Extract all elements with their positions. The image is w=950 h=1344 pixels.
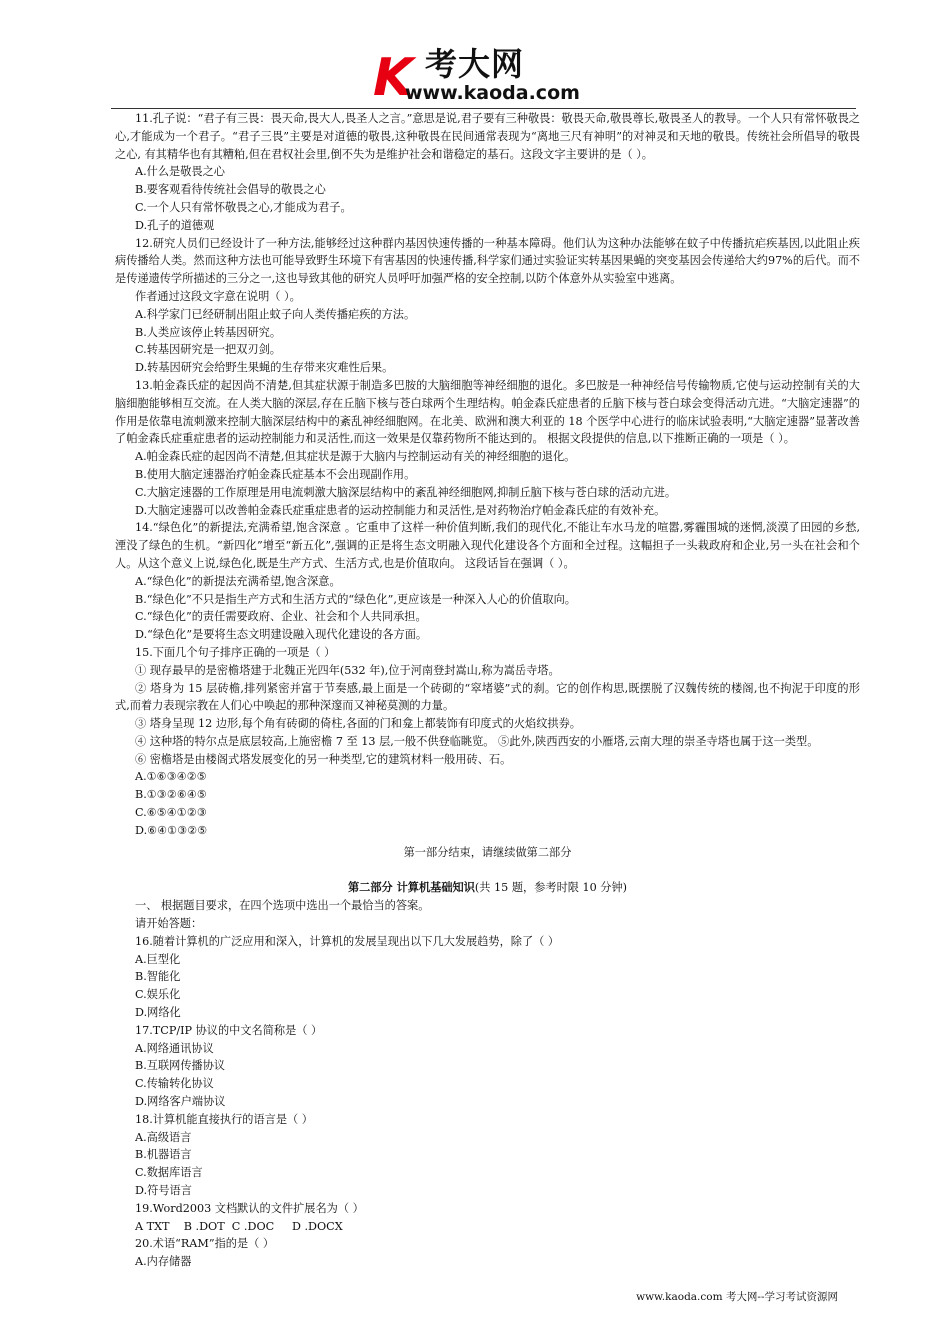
question-12-stem: 12.研究人员们已经设计了一种方法,能够经过这种群内基因快速传播的一种基本障碍。他们认为这种办法能够在蚊子中传播抗疟疾基因,以此阻止疾病传播给人类。然而这种方法也可能导致野生环境下有害基因的快速传播,科学家们通过实验证实转基因果蝇的突变基因会传递给大约97%的后代。而不是传递遗传学所描述的三分之一,这也导致其他的研究人员呼吁加强严格的安全控制,以防个体意外从实验室中逃离。 bbox=[115, 236, 860, 286]
option: C.⑥⑤④①②③ bbox=[135, 806, 207, 820]
page-footer: www.kaoda.com 考大网--学习考试资源网 bbox=[636, 1291, 838, 1303]
option: D.网络客户端协议 bbox=[135, 1095, 226, 1109]
part2-instruction: 一、 根据题目要求，在四个选项中选出一个最恰当的答案。 bbox=[135, 899, 430, 913]
part2-title-bold: 第二部分 计算机基础知识 bbox=[347, 880, 475, 895]
logo-chinese-name: 考大网 bbox=[425, 45, 525, 83]
sentence: ① 现存最早的是密檐塔建于北魏正光四年(532 年),位于河南登封嵩山,称为嵩岳寺塔。 bbox=[135, 663, 560, 677]
option: C.一个人只有常怀敬畏之心,才能成为君子。 bbox=[135, 200, 352, 214]
question-13-stem: 13.帕金森氏症的起因尚不清楚,但其症状源于制造多巴胺的大脑细胞等神经细胞的退化。多巴胺是一种神经信号传输物质,它使与运动控制有关的大脑细胞能够相互交流。在人类大脑的深层,存在丘脑下核与苍白球两个生理结构。帕金森氏症患者的丘脑下核与苍白球会变得活动亢进。“大脑定速器”的作用是依靠电流刺激来控制大脑深层结构中的紊乱神经细胞网。在北美、欧洲和澳大利亚的 18 个医学中心进行的临床试验表明,“大脑定速器”显著改善了帕金森氏症重症患者的运动控制能力和灵活性,而这一效果是仅靠药物所不能达到的。 根据文段提供的信息,以下推断正确的一项是（ ）。 bbox=[115, 378, 860, 446]
document-body bbox=[115, 110, 860, 1271]
option: D.符号语言 bbox=[135, 1184, 192, 1198]
part1-end-note: 第一部分结束，请继续做第二部分 bbox=[403, 845, 572, 859]
question-12-prompt: 作者通过这段文字意在说明（ ）。 bbox=[135, 289, 301, 303]
question-18-stem: 18.计算机能直接执行的语言是（ ） bbox=[135, 1112, 313, 1126]
option: B.①③②⑥④⑤ bbox=[135, 788, 207, 802]
spacer bbox=[115, 861, 860, 879]
part2-title bbox=[115, 879, 860, 897]
sentence: ⑥ 密檐塔是由楼阁式塔发展变化的另一种类型,它的建筑材料一般用砖、石。 bbox=[135, 752, 512, 766]
option: C.传输转化协议 bbox=[135, 1077, 214, 1091]
logo-k-mark: K bbox=[373, 48, 414, 108]
question-19-options: A TXT B .DOT C .DOC D .DOCX bbox=[135, 1219, 343, 1233]
sentence: ④ 这种塔的特尔点是底层较高,上施密檐 7 至 13 层,一般不供登临眺览。 ⑤此外,陕西西安的小雁塔,云南大理的崇圣寺塔也属于这一类型。 bbox=[135, 734, 819, 748]
option: A.网络通讯协议 bbox=[135, 1041, 214, 1055]
option: B.要客观看待传统社会倡导的敬畏之心 bbox=[135, 183, 326, 197]
sentence: ② 塔身为 15 层砖檐,排列紧密并富于节奏感,最上面是一个砖砌的“窣堵婆”式的刹。它的创作构思,既摆脱了汉魏传统的楼阁,也不拘泥于印度的形式,而着力表现宗教在人们心中唤起的那种深邃而又神秘莫测的力量。 bbox=[115, 681, 860, 713]
option: B.机器语言 bbox=[135, 1148, 192, 1162]
question-14-stem: 14.“绿色化”的新提法,充满希望,饱含深意 。它重申了这样一种价值判断,我们的现代化,不能让车水马龙的喧嚣,雾霾围城的迷惘,淡漠了田园的乡愁,湮没了绿色的生机。“新四化”增至“新五化”,强调的正是将生态文明融入现代化建设各个方面和全过程。这幅担子一头栽政府和企业,另一头在社会和个人。从这个意义上说,绿色化,既是生产方式、生活方式,也是价值取向。 这段话旨在强调（ ）。 bbox=[115, 521, 860, 570]
option: D.转基因研究会给野生果蝇的生存带来灾难性后果。 bbox=[135, 361, 394, 375]
option: C.转基因研究是一把双刃剑。 bbox=[135, 343, 281, 357]
option: C.数据库语言 bbox=[135, 1166, 203, 1180]
option: A.高级语言 bbox=[135, 1130, 192, 1144]
option: A.科学家门已经研制出阻止蚊子向人类传播疟疾的方法。 bbox=[135, 307, 416, 321]
header-rule bbox=[111, 108, 856, 109]
option: D.孔子的道德观 bbox=[135, 218, 215, 232]
kaoda-logo bbox=[373, 46, 603, 106]
logo-url: www.kaoda.com bbox=[405, 82, 580, 104]
question-16-stem: 16.随着计算机的广泛应用和深入，计算机的发展呈现出以下几大发展趋势，除了（ ） bbox=[135, 934, 560, 948]
question-20-stem: 20.术语“RAM”指的是（ ） bbox=[135, 1237, 275, 1251]
option: A.①⑥③④②⑤ bbox=[135, 770, 207, 784]
question-19-stem: 19.Word2003 文档默认的文件扩展名为（ ） bbox=[135, 1201, 364, 1215]
option: D.网络化 bbox=[135, 1006, 181, 1020]
option: B.使用大脑定速器治疗帕金森氏症基本不会出现副作用。 bbox=[135, 467, 416, 481]
option: A.什么是敬畏之心 bbox=[135, 165, 225, 179]
question-15-stem: 15.下面几个句子排序正确的一项是（ ） bbox=[135, 645, 336, 659]
part2-start: 请开始答题： bbox=[135, 917, 203, 931]
option: C.娱乐化 bbox=[135, 988, 181, 1002]
question-17-stem: 17.TCP/IP 协议的中文名简称是（ ） bbox=[135, 1023, 323, 1037]
option: A.“绿色化”的新提法充满希望,饱含深意。 bbox=[135, 574, 341, 588]
question-11-stem: 11.孔子说：“君子有三畏：畏天命,畏大人,畏圣人之言。”意思是说,君子要有三种敬畏：敬畏天命,敬畏尊长,敬畏圣人的教导。一个人只有常怀敬畏之心,才能成为一个君子。“君子三畏”主要是对道德的敬畏,这种敬畏在民间通常表现为“离地三尺有神明”的对神灵和天地的敬畏。传统社会所倡导的敬畏之心, 有其精华也有其糟粕,但在君权社会里,倒不失为是维护社会和谐稳定的基石。这段文字主要讲的是（ ）。 bbox=[115, 112, 860, 161]
option: B.“绿色化”不只是指生产方式和生活方式的“绿色化”,更应该是一种深入人心的价值取向。 bbox=[135, 592, 576, 606]
option: C.“绿色化”的责任需要政府、企业、社会和个人共同承担。 bbox=[135, 610, 427, 624]
option: B.人类应该停止转基因研究。 bbox=[135, 325, 282, 339]
option: B.智能化 bbox=[135, 970, 181, 984]
option: D.大脑定速器可以改善帕金森氏症重症患者的运动控制能力和灵活性,是对药物治疗帕金森氏症的有效补充。 bbox=[135, 503, 666, 517]
option: A.帕金森氏症的起因尚不清楚,但其症状是源于大脑内与控制运动有关的神经细胞的退化。 bbox=[135, 450, 576, 464]
part2-title-note: (共 15 题，参考时限 10 分钟) bbox=[474, 881, 628, 895]
sentence: ③ 塔身呈现 12 边形,每个角有砖砌的倚柱,各面的门和龛上都装饰有印度式的火焰纹拱券。 bbox=[135, 717, 581, 731]
option: C.大脑定速器的工作原理是用电流刺激大脑深层结构中的紊乱神经细胞网,抑制丘脑下核与苍白球的活动亢进。 bbox=[135, 485, 677, 499]
option: A.内存储器 bbox=[135, 1255, 192, 1269]
option: D.⑥④①③②⑤ bbox=[135, 823, 208, 837]
option: A.巨型化 bbox=[135, 952, 181, 966]
option: D.“绿色化”是要将生态文明建设融入现代化建设的各方面。 bbox=[135, 628, 428, 642]
option: B.互联网传播协议 bbox=[135, 1059, 226, 1073]
